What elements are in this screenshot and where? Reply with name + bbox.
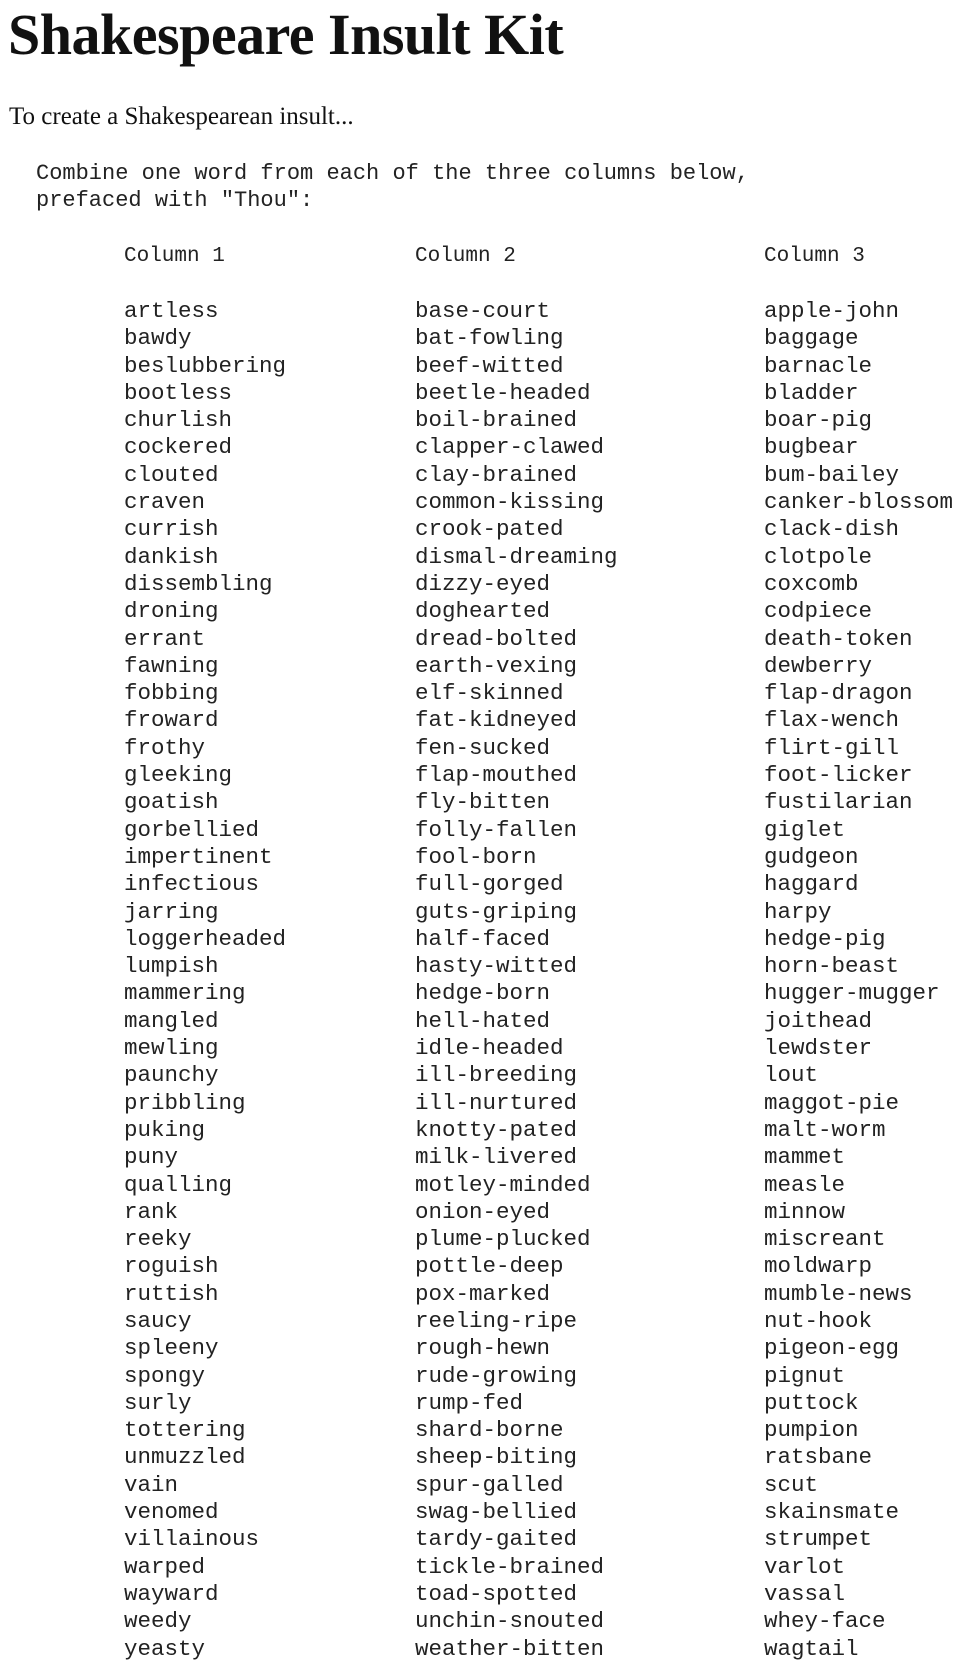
word-item: full-gorged bbox=[415, 871, 564, 898]
word-item: haggard bbox=[764, 871, 859, 898]
word-item: clotpole bbox=[764, 543, 873, 570]
word-item: artless bbox=[124, 298, 219, 324]
word-item: strumpet bbox=[764, 1526, 873, 1553]
word-item: churlish bbox=[124, 407, 233, 434]
word-item: varlot bbox=[764, 1553, 846, 1580]
word-item: idle-headed bbox=[415, 1035, 564, 1062]
word-item: pottle-deep bbox=[415, 1253, 564, 1280]
word-item: boil-brained bbox=[415, 407, 578, 434]
word-item: skainsmate bbox=[764, 1499, 900, 1526]
column-2 bbox=[415, 243, 618, 1663]
column-3-header: Column 3 bbox=[764, 245, 865, 268]
word-item: beef-witted bbox=[415, 352, 564, 379]
word-item: flax-wench bbox=[764, 707, 900, 734]
word-item: baggage bbox=[764, 325, 859, 352]
word-item: horn-beast bbox=[764, 953, 900, 980]
word-item: cockered bbox=[124, 434, 233, 461]
word-item: dismal-dreaming bbox=[415, 543, 618, 570]
column-3-word-list bbox=[764, 298, 953, 1663]
word-item: warped bbox=[124, 1553, 206, 1580]
word-item: venomed bbox=[124, 1499, 219, 1526]
word-item: pignut bbox=[764, 1362, 846, 1389]
word-item: yeasty bbox=[124, 1635, 206, 1662]
word-item: reeling-ripe bbox=[415, 1307, 578, 1334]
word-item: crook-pated bbox=[415, 516, 564, 543]
word-item: ratsbane bbox=[764, 1444, 873, 1471]
word-item: base-court bbox=[415, 298, 551, 324]
word-item: wayward bbox=[124, 1580, 219, 1607]
word-item: elf-skinned bbox=[415, 680, 564, 707]
page-title: Shakespeare Insult Kit bbox=[8, 2, 564, 67]
word-item: doghearted bbox=[415, 598, 551, 625]
word-item: currish bbox=[124, 516, 219, 543]
word-item: bootless bbox=[124, 379, 233, 406]
word-item: froward bbox=[124, 707, 219, 734]
word-item: measle bbox=[764, 1171, 846, 1198]
word-item: spur-galled bbox=[415, 1471, 564, 1498]
word-item: onion-eyed bbox=[415, 1198, 551, 1225]
word-item: bum-bailey bbox=[764, 461, 900, 488]
word-item: spongy bbox=[124, 1362, 206, 1389]
word-item: unmuzzled bbox=[124, 1444, 246, 1471]
word-item: dizzy-eyed bbox=[415, 570, 551, 597]
word-item: frothy bbox=[124, 734, 206, 761]
word-item: milk-livered bbox=[415, 1144, 578, 1171]
word-item: clay-brained bbox=[415, 461, 578, 488]
column-1 bbox=[124, 243, 286, 1663]
word-item: lewdster bbox=[764, 1035, 873, 1062]
word-item: giglet bbox=[764, 816, 846, 843]
word-item: dissembling bbox=[124, 570, 273, 597]
word-item: vassal bbox=[764, 1580, 846, 1607]
word-item: toad-spotted bbox=[415, 1580, 578, 1607]
word-item: pox-marked bbox=[415, 1280, 551, 1307]
word-item: loggerheaded bbox=[124, 925, 287, 952]
word-item: folly-fallen bbox=[415, 816, 578, 843]
word-item: surly bbox=[124, 1389, 192, 1416]
word-item: rank bbox=[124, 1198, 179, 1225]
word-item: spleeny bbox=[124, 1335, 219, 1362]
word-item: barnacle bbox=[764, 352, 873, 379]
word-item: flirt-gill bbox=[764, 734, 900, 761]
word-item: apple-john bbox=[764, 298, 900, 324]
word-item: canker-blossom bbox=[764, 489, 954, 516]
word-item: miscreant bbox=[764, 1226, 886, 1253]
word-item: villainous bbox=[124, 1526, 260, 1553]
word-item: clouted bbox=[124, 461, 219, 488]
word-item: ill-nurtured bbox=[415, 1089, 578, 1116]
word-item: lumpish bbox=[124, 953, 219, 980]
word-item: puking bbox=[124, 1116, 206, 1143]
word-item: hedge-pig bbox=[764, 925, 886, 952]
word-item: fen-sucked bbox=[415, 734, 551, 761]
word-item: tickle-brained bbox=[415, 1553, 605, 1580]
word-item: weedy bbox=[124, 1608, 192, 1635]
intro-text: To create a Shakespearean insult... bbox=[9, 103, 354, 130]
word-item: beslubbering bbox=[124, 352, 287, 379]
word-item: dankish bbox=[124, 543, 219, 570]
column-1-word-list bbox=[124, 298, 286, 1663]
word-item: bladder bbox=[764, 379, 859, 406]
instructions-line-2: prefaced with "Thou": bbox=[36, 188, 314, 213]
word-item: craven bbox=[124, 489, 206, 516]
word-item: beetle-headed bbox=[415, 379, 591, 406]
word-item: fustilarian bbox=[764, 789, 913, 816]
word-item: pumpion bbox=[764, 1417, 859, 1444]
word-item: qualling bbox=[124, 1171, 233, 1198]
word-item: knotty-pated bbox=[415, 1116, 578, 1143]
word-item: earth-vexing bbox=[415, 652, 578, 679]
word-item: rump-fed bbox=[415, 1389, 524, 1416]
word-item: saucy bbox=[124, 1307, 192, 1334]
word-item: bawdy bbox=[124, 325, 192, 352]
word-item: minnow bbox=[764, 1198, 846, 1225]
column-2-header: Column 2 bbox=[415, 245, 516, 268]
word-item: codpiece bbox=[764, 598, 873, 625]
column-2-word-list bbox=[415, 298, 618, 1663]
word-item: paunchy bbox=[124, 1062, 219, 1089]
word-item: gudgeon bbox=[764, 843, 859, 870]
word-item: harpy bbox=[764, 898, 832, 925]
word-item: fawning bbox=[124, 652, 219, 679]
word-item: mewling bbox=[124, 1035, 219, 1062]
word-item: nut-hook bbox=[764, 1307, 873, 1334]
word-item: plume-plucked bbox=[415, 1226, 591, 1253]
word-item: gleeking bbox=[124, 762, 233, 789]
word-item: unchin-snouted bbox=[415, 1608, 605, 1635]
word-item: fobbing bbox=[124, 680, 219, 707]
word-item: dewberry bbox=[764, 652, 873, 679]
word-item: foot-licker bbox=[764, 762, 913, 789]
word-item: bugbear bbox=[764, 434, 859, 461]
word-item: flap-dragon bbox=[764, 680, 913, 707]
word-item: coxcomb bbox=[764, 570, 859, 597]
word-item: common-kissing bbox=[415, 489, 605, 516]
word-item: fat-kidneyed bbox=[415, 707, 578, 734]
word-item: pribbling bbox=[124, 1089, 246, 1116]
word-item: lout bbox=[764, 1062, 819, 1089]
word-item: malt-worm bbox=[764, 1116, 886, 1143]
word-item: guts-griping bbox=[415, 898, 578, 925]
word-item: impertinent bbox=[124, 843, 273, 870]
word-item: goatish bbox=[124, 789, 219, 816]
word-item: vain bbox=[124, 1471, 179, 1498]
word-item: sheep-biting bbox=[415, 1444, 578, 1471]
column-3 bbox=[764, 243, 953, 1663]
word-item: ill-breeding bbox=[415, 1062, 578, 1089]
word-item: moldwarp bbox=[764, 1253, 873, 1280]
word-item: hasty-witted bbox=[415, 953, 578, 980]
word-item: boar-pig bbox=[764, 407, 873, 434]
word-item: death-token bbox=[764, 625, 913, 652]
word-item: motley-minded bbox=[415, 1171, 591, 1198]
column-1-header: Column 1 bbox=[124, 245, 225, 268]
word-item: scut bbox=[764, 1471, 819, 1498]
word-item: rough-hewn bbox=[415, 1335, 551, 1362]
word-item: dread-bolted bbox=[415, 625, 578, 652]
word-item: shard-borne bbox=[415, 1417, 564, 1444]
word-item: wagtail bbox=[764, 1635, 859, 1662]
word-item: hedge-born bbox=[415, 980, 551, 1007]
word-item: errant bbox=[124, 625, 206, 652]
word-item: clack-dish bbox=[764, 516, 900, 543]
word-item: half-faced bbox=[415, 925, 551, 952]
word-item: bat-fowling bbox=[415, 325, 564, 352]
word-item: fool-born bbox=[415, 843, 537, 870]
word-item: jarring bbox=[124, 898, 219, 925]
word-item: reeky bbox=[124, 1226, 192, 1253]
word-item: pigeon-egg bbox=[764, 1335, 900, 1362]
word-item: hell-hated bbox=[415, 1007, 551, 1034]
word-item: weather-bitten bbox=[415, 1635, 605, 1662]
word-item: rude-growing bbox=[415, 1362, 578, 1389]
word-item: mumble-news bbox=[764, 1280, 913, 1307]
word-item: droning bbox=[124, 598, 219, 625]
instructions-line-1: Combine one word from each of the three columns below, bbox=[36, 161, 749, 186]
word-item: infectious bbox=[124, 871, 260, 898]
word-item: clapper-clawed bbox=[415, 434, 605, 461]
word-item: joithead bbox=[764, 1007, 873, 1034]
word-item: flap-mouthed bbox=[415, 762, 578, 789]
word-item: maggot-pie bbox=[764, 1089, 900, 1116]
word-item: fly-bitten bbox=[415, 789, 551, 816]
word-item: puny bbox=[124, 1144, 179, 1171]
instructions-text bbox=[36, 160, 749, 214]
word-item: mangled bbox=[124, 1007, 219, 1034]
word-item: tardy-gaited bbox=[415, 1526, 578, 1553]
word-item: whey-face bbox=[764, 1608, 886, 1635]
word-item: ruttish bbox=[124, 1280, 219, 1307]
word-item: hugger-mugger bbox=[764, 980, 940, 1007]
word-item: tottering bbox=[124, 1417, 246, 1444]
word-item: puttock bbox=[764, 1389, 859, 1416]
word-item: gorbellied bbox=[124, 816, 260, 843]
word-item: swag-bellied bbox=[415, 1499, 578, 1526]
word-item: mammet bbox=[764, 1144, 846, 1171]
word-item: roguish bbox=[124, 1253, 219, 1280]
word-item: mammering bbox=[124, 980, 246, 1007]
